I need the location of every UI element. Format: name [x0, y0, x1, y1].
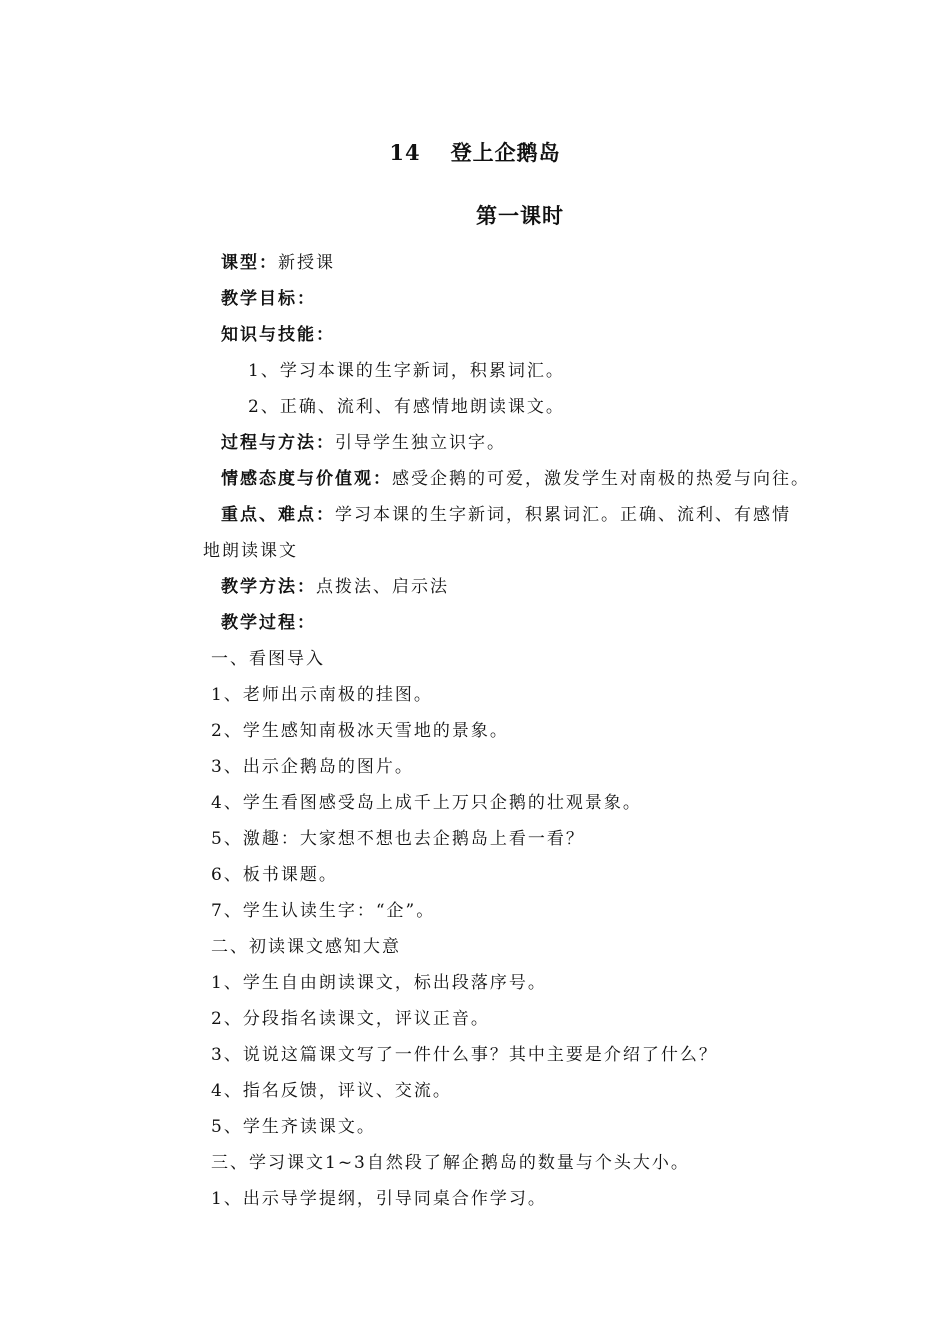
section-item: 7、学生认读生字：“企”。	[211, 901, 436, 921]
section-item: 5、学生齐读课文。	[211, 1117, 376, 1137]
section-heading: 二、初读课文感知大意	[211, 937, 401, 957]
lesson-type-line	[221, 251, 335, 275]
key-points-label: 重点、难点：	[221, 505, 335, 525]
section-item: 5、激趣：大家想不想也去企鹅岛上看一看？	[211, 829, 585, 849]
lesson-type-label: 课型：	[221, 253, 278, 273]
section-item: 3、出示企鹅岛的图片。	[211, 757, 414, 777]
section-item: 1、出示导学提纲，引导同桌合作学习。	[211, 1189, 547, 1209]
process-value: 引导学生独立识字。	[335, 433, 506, 453]
knowledge-heading: 知识与技能：	[221, 325, 335, 345]
lesson-title	[0, 137, 950, 167]
section-item: 1、老师出示南极的挂图。	[211, 685, 433, 705]
section-item: 4、指名反馈，评议、交流。	[211, 1081, 452, 1101]
emotion-label: 情感态度与价值观：	[221, 469, 392, 489]
knowledge-item: 1、学习本课的生字新词，积累词汇。	[248, 361, 565, 381]
key-points-continuation: 地朗读课文	[203, 541, 298, 561]
emotion-value: 感受企鹅的可爱，激发学生对南极的热爱与向往。	[392, 469, 810, 489]
section-item: 2、分段指名读课文，评议正音。	[211, 1009, 490, 1029]
methods-line	[221, 575, 449, 599]
goals-heading: 教学目标：	[221, 289, 316, 309]
section-item: 2、学生感知南极冰天雪地的景象。	[211, 721, 509, 741]
section-item: 6、板书课题。	[211, 865, 338, 885]
process-line	[221, 431, 506, 455]
lesson-number: 14	[389, 140, 421, 165]
lesson-title-text: 登上企鹅岛	[450, 140, 561, 165]
section-item: 1、学生自由朗读课文，标出段落序号。	[211, 973, 547, 993]
section-heading: 一、看图导入	[211, 649, 325, 669]
key-points-value: 学习本课的生字新词，积累词汇。正确、流利、有感情	[335, 505, 791, 525]
knowledge-item: 2、正确、流利、有感情地朗读课文。	[248, 397, 565, 417]
section-heading: 三、学习课文1~3自然段了解企鹅岛的数量与个头大小。	[211, 1153, 690, 1173]
emotion-line	[221, 467, 810, 491]
section-item: 4、学生看图感受岛上成千上万只企鹅的壮观景象。	[211, 793, 642, 813]
process-label: 过程与方法：	[221, 433, 335, 453]
key-points-line	[221, 503, 791, 527]
section-item: 3、说说这篇课文写了一件什么事？其中主要是介绍了什么？	[211, 1045, 718, 1065]
procedure-heading: 教学过程：	[221, 613, 316, 633]
lesson-subtitle: 第一课时	[476, 203, 564, 228]
methods-value: 点拨法、启示法	[316, 577, 449, 597]
methods-label: 教学方法：	[221, 577, 316, 597]
lesson-type-value: 新授课	[278, 253, 335, 273]
